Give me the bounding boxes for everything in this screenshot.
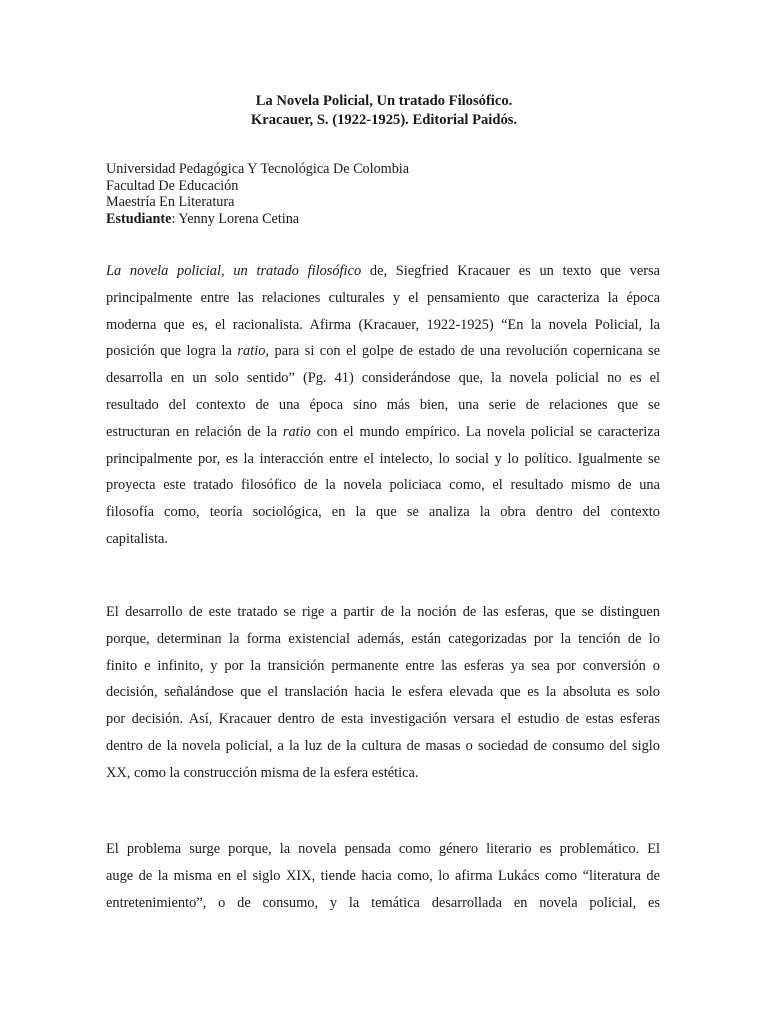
ratio-term-italic: ratio,	[237, 343, 270, 360]
paragraph-line: dentro de la novela policial, a la luz de la cultura de masas o sociedad de consumo del siglo	[106, 737, 660, 754]
paragraph-line: entretenimiento”, o de consumo, y la temática desarrollada en novela policial, es	[106, 894, 660, 911]
paragraph-line: XX, como la construcción misma de la esfera estética.	[106, 764, 419, 781]
paragraph-intro	[106, 258, 660, 553]
author-info	[106, 161, 666, 227]
document-citation: Kracauer, S. (1922-1925). Editorial Paidós.	[250, 111, 518, 128]
paragraph-line: capitalista.	[106, 530, 168, 547]
paragraph-spheres	[106, 599, 660, 787]
paragraph-line: auge de la misma en el siglo XIX, tiende hacia como, lo afirma Lukács como “literatura de	[106, 867, 660, 884]
student-label: Estudiante	[106, 210, 172, 227]
student-name: : Yenny Lorena Cetina	[171, 210, 300, 227]
book-title-italic: La novela policial, un tratado filosófico	[106, 263, 362, 279]
paragraph-problem	[106, 836, 660, 916]
ratio-term-italic: ratio	[282, 423, 311, 440]
paragraph-line: El desarrollo de este tratado se rige a partir de la noción de las esferas, que se distinguen	[106, 604, 660, 620]
paragraph-line: posición que logra la ratio, para si con el golpe de estado de una revolución copernicana se	[106, 343, 660, 360]
paragraph-line: principalmente entre las relaciones culturales y el pensamiento que caracteriza la época	[106, 289, 660, 306]
paragraph-line: La novela policial, un tratado filosófico de, Siegfried Kracauer es un texto que versa	[106, 263, 660, 279]
paragraph-line: por decisión. Así, Kracauer dentro de esta investigación versara el estudio de estas esferas	[106, 711, 660, 728]
paragraph-line: finito e infinito, y por la transición permanente entre las esferas ya sea por conversión o	[106, 657, 660, 674]
program-line: Maestría En Literatura	[106, 194, 235, 210]
faculty-line: Facultad De Educación	[106, 177, 239, 194]
paragraph-line: decisión, señalándose que el translación hacia le esfera elevada que es la absoluta es solo	[106, 684, 660, 701]
paragraph-line: desarrolla en un solo sentido” (Pg. 41) considerándose que, la novela policial no es el	[106, 370, 660, 387]
paragraph-line: proyecta este tratado filosófico de la novela policiaca como, el resultado mismo de una	[106, 477, 660, 494]
document-title: La Novela Policial, Un tratado Filosófico.	[255, 93, 513, 109]
paragraph-line: moderna que es, el racionalista. Afirma (Kracauer, 1922-1925) “En la novela Policial, la	[106, 316, 660, 333]
paragraph-line: estructuran en relación de la ratio con el mundo empírico. La novela policial se caracteriza	[106, 423, 660, 440]
paragraph-line: filosofía como, teoría sociológica, en la que se analiza la obra dentro del contexto	[106, 504, 660, 521]
institution-line: Universidad Pedagógica Y Tecnológica De Colombia	[106, 161, 410, 177]
paragraph-line: resultado del contexto de una época sino más bien, una serie de relaciones que se	[106, 396, 660, 413]
paragraph-line: principalmente por, es la interacción entre el intelecto, lo social y lo político. Igualmente se	[106, 450, 660, 467]
paragraph-line: El problema surge porque, la novela pensada como género literario es problemático. El	[106, 841, 660, 857]
student-line	[106, 211, 666, 228]
document-header	[0, 92, 768, 129]
paragraph-line: porque, determinan la forma existencial además, están categorizadas por la tención de lo	[106, 630, 660, 647]
